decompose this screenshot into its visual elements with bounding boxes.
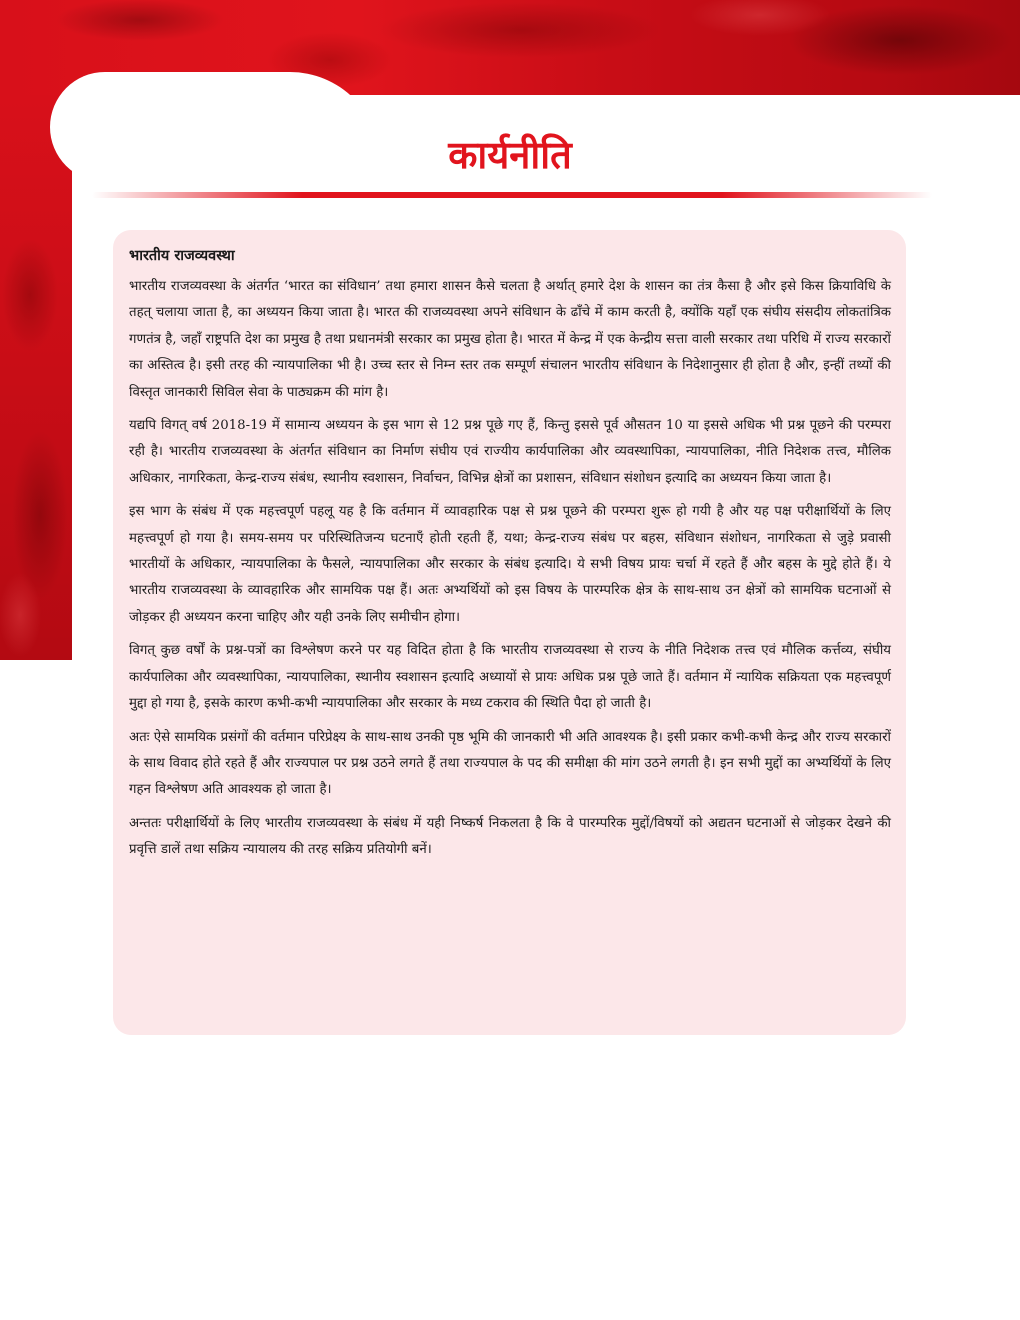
- page-title: कार्यनीति: [448, 133, 572, 177]
- title-divider: [92, 192, 932, 198]
- paragraph: भारतीय राजव्यवस्था के अंतर्गत ‘भारत का संविधान’ तथा हमारा शासन कैसे चलता है अर्थात् हमारे देश के शासन का तंत्र कैसा है और इसे किस क्रियाविधि के तहत् चलाया जाता है, का अध्ययन किया जाता है। भारत की राजव्यवस्था अपने संविधान के ढाँचे में काम करती है, क्योंकि यहाँ एक संघीय संसदीय लोकतांत्रिक गणतंत्र है, जहाँ राष्ट्रपति देश का प्रमुख है तथा प्रधानमंत्री सरकार का प्रमुख होता है। भारत में केन्द्र में एक केन्द्रीय सत्ता वाली सरकार तथा परिधि में राज्य सरकारों का अस्तित्व है। इसी तरह की न्यायपालिका भी है। उच्च स्तर से निम्न स्तर तक सम्पूर्ण संचालन भारतीय संविधान के निदेशानुसार ही होता है और, इन्हीं तथ्यों की विस्तृत जानकारी सिविल सेवा के पाठ्यक्रम की मांग है।: [129, 279, 891, 400]
- paragraph: यद्यपि विगत् वर्ष 2018-19 में सामान्य अध्ययन के इस भाग से 12 प्रश्न पूछे गए हैं, किन्तु इससे पूर्व औसतन 10 या इससे अधिक भी प्रश्न पूछने की परम्परा रही है। भारतीय राजव्यवस्था के अंतर्गत संविधान का निर्माण संघीय एवं राज्यीय कार्यपालिका और व्यवस्थापिका, न्यायपालिका, नीति निदेशक तत्त्व, मौलिक अधिकार, नागरिकता, केन्द्र-राज्य संबंध, स्थानीय स्वशासन, निर्वाचन, विभिन्न क्षेत्रों का प्रशासन, संविधान संशोधन इत्यादि का अध्ययन किया जाता है।: [129, 418, 891, 486]
- paragraph: अतः ऐसे सामयिक प्रसंगों की वर्तमान परिप्रेक्ष्य के साथ-साथ उनकी पृष्ठ भूमि की जानकारी भी अति आवश्यक है। इसी प्रकार कभी-कभी केन्द्र और राज्य सरकारों के साथ विवाद होते रहते हैं और राज्यपाल पर प्रश्न उठने लगते हैं तथा राज्यपाल के पद की समीक्षा की मांग उठने लगती है। इन सभी मुद्दों का अभ्यर्थियों के लिए गहन विश्लेषण अति आवश्यक हो जाता है।: [129, 729, 891, 798]
- paragraph: विगत् कुछ वर्षों के प्रश्न-पत्रों का विश्लेषण करने पर यह विदित होता है कि भारतीय राजव्यवस्था से राज्य के नीति निदेशक तत्त्व एवं मौलिक कर्त्तव्य, संघीय कार्यपालिका और व्यवस्थापिका, न्यायपालिका, स्थानीय स्वशासन इत्यादि अध्यायों से प्रायः अधिक प्रश्न पूछे जाते हैं। वर्तमान में न्यायिक सक्रियता एक महत्त्वपूर्ण मुद्दा हो गया है, इसके कारण कभी-कभी न्यायपालिका और सरकार के मध्य टकराव की स्थिति पैदा हो जाती है।: [129, 643, 891, 712]
- paragraph: अन्ततः परीक्षार्थियों के लिए भारतीय राजव्यवस्था के संबंध में यही निष्कर्ष निकलता है कि वे पारम्परिक मुद्दों/विषयों को अद्यतन घटनाओं से जोड़कर देखने की प्रवृत्ति डालें तथा सक्रिय न्यायालय की तरह सक्रिय प्रतियोगी बनें।: [129, 815, 891, 858]
- section-heading: भारतीय राजव्यवस्था: [129, 247, 235, 264]
- content-box: [113, 230, 906, 1035]
- paragraph: इस भाग के संबंध में एक महत्त्वपूर्ण पहलू यह है कि वर्तमान में व्यावहारिक पक्ष से प्रश्न पूछने की परम्परा शुरू हो गयी है और यह पक्ष परीक्षार्थियों के लिए महत्त्वपूर्ण हो गया है। समय-समय पर परिस्थितिजन्य घटनाएँ होती रहती हैं, यथा; केन्द्र-राज्य संबंध पर बहस, संविधान संशोधन, नागरिकता से जुड़े प्रवासी भारतीयों के अधिकार, न्यायपालिका के फैसले, न्यायपालिका और सरकार के संबंध इत्यादि। ये सभी विषय प्रायः चर्चा में रहते हैं और बहस के मुद्दे होते हैं। ये भारतीय राजव्यवस्था के व्यावहारिक और सामयिक पक्ष हैं। अतः अभ्यर्थियों को इस विषय के पारम्परिक क्षेत्र के साथ-साथ उन क्षेत्रों को सामयिक घटनाओं से जोड़कर ही अध्ययन करना चाहिए और यही उनके लिए समीचीन होगा।: [129, 504, 891, 625]
